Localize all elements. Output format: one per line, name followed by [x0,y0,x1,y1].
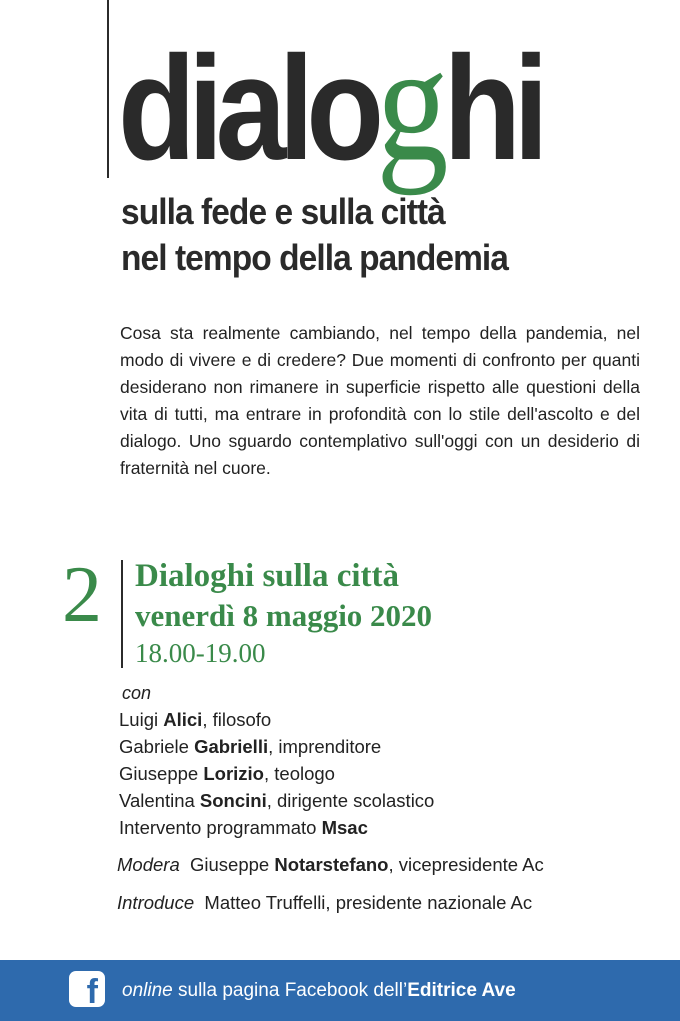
con-label: con [122,683,152,703]
event-title: Dialoghi sulla città [135,558,400,594]
title-part2: hi [443,26,542,191]
speaker-role: , dirigente scolastico [266,790,435,811]
moderator-first-name: Giuseppe [190,854,270,875]
speaker-role: , filosofo [202,709,272,730]
top-divider-line [107,0,109,178]
title-part1: dialo [118,26,377,191]
speaker-last-name: Lorizio [203,763,264,784]
speaker-role: , imprenditore [268,736,382,757]
footer-text[interactable] [122,978,516,1004]
moderator-label: Modera [117,854,180,875]
facebook-icon[interactable]: f [69,971,105,1007]
intro-paragraph: Cosa sta realmente cambiando, nel tempo della pandemia, nel modo di vivere e di credere? Due momenti di confronto per quanti desiderano non rimanere in superficie rispetto alle questioni della vita di tutti, ma entrare in profondità con lo stile dell'ascolto e del dialogo. Uno sguardo contemplativo sull'oggi con un desiderio di fraternità nel cuore. [120,323,640,478]
introducer-text: Matteo Truffelli, presidente nazionale Ac [204,892,533,913]
speaker-item [119,787,434,814]
speaker-last-name: Alici [163,709,203,730]
subtitle-line1: sulla fede e sulla città [121,191,445,232]
moderator-last-name: Notarstefano [274,854,389,875]
title-word [118,10,542,196]
speaker-role: , teologo [263,763,335,784]
introducer-line [117,890,532,916]
speaker-first-name: Giuseppe [119,763,199,784]
speaker-last-name: Soncini [199,790,267,811]
event-time: 18.00-19.00 [135,638,266,668]
event-number: 2 [62,551,102,639]
event-divider-line [121,560,123,668]
speaker-item [119,760,434,787]
speaker-last-name: Msac [321,817,368,838]
speaker-last-name: Gabrielli [194,736,269,757]
speaker-first-name: Luigi [119,709,159,730]
speaker-first-name: Intervento programmato [119,817,317,838]
main-title [118,10,678,198]
footer-brand: Editrice Ave [407,980,516,1001]
introducer-label: Introduce [117,892,195,913]
speaker-list [119,706,434,841]
speaker-item [119,733,434,760]
speaker-first-name: Gabriele [119,736,189,757]
speaker-item [119,706,434,733]
moderator-line [117,852,544,878]
title-green-g: g [376,10,444,196]
footer-middle-text: sulla pagina Facebook dell’ [178,980,408,1001]
footer-online: online [122,980,173,1001]
speaker-first-name: Valentina [119,790,195,811]
event-date: venerdì 8 maggio 2020 [135,598,433,633]
speaker-item [119,814,434,841]
subtitle-line2: nel tempo della pandemia [121,237,508,278]
moderator-role: , vicepresidente Ac [388,854,544,875]
